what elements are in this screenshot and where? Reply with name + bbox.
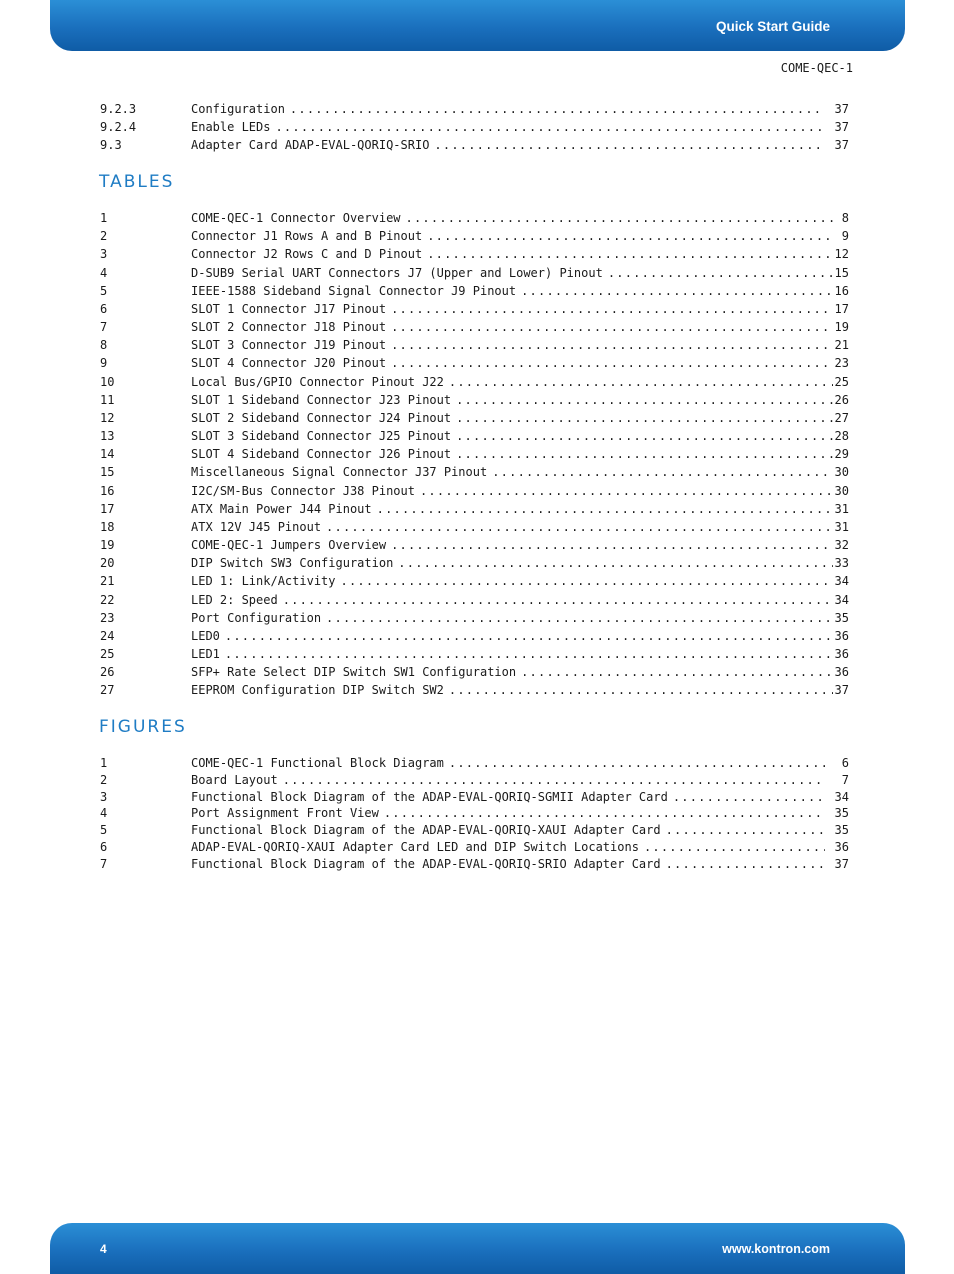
entry-line: [191, 755, 849, 771]
footer-banner: [50, 1223, 905, 1274]
entry-number: 26: [100, 665, 115, 680]
entry-title: ATX Main Power J44 Pinout: [191, 501, 372, 516]
entry-title: SLOT 3 Sideband Connector J25 Pinout: [191, 429, 452, 444]
entry-title: SLOT 1 Connector J17 Pinout: [191, 301, 387, 316]
dot-leader: [406, 210, 833, 226]
entry-line: [191, 374, 849, 390]
entry-number: 17: [100, 501, 115, 516]
entry-number: 10: [100, 374, 115, 389]
entry-title: Port Assignment Front View: [191, 806, 379, 821]
entry-line: [191, 805, 849, 821]
toc-entry[interactable]: [100, 822, 849, 838]
entry-page: 26: [834, 392, 849, 407]
toc-entry[interactable]: [100, 101, 849, 117]
entry-number: 15: [100, 465, 115, 480]
entry-title: SLOT 1 Sideband Connector J23 Pinout: [191, 392, 452, 407]
entry-line: [191, 573, 849, 589]
dot-leader: [290, 101, 825, 117]
entry-title: ADAP-EVAL-QORIQ-XAUI Adapter Card LED and DIP Switch Locations: [191, 840, 639, 855]
entry-page: 34: [834, 574, 849, 589]
toc-entry[interactable]: [100, 119, 849, 135]
entry-number: 18: [100, 519, 115, 534]
entry-page: 37: [834, 138, 849, 152]
entry-number: 14: [100, 447, 115, 462]
entry-number: 9.2.4: [100, 120, 137, 134]
entry-title: Functional Block Diagram of the ADAP-EVAL-QORIQ-SGMII Adapter Card: [191, 789, 668, 804]
tables-heading: TABLES: [99, 172, 175, 192]
entry-number: 1: [100, 756, 108, 770]
entry-line: [191, 319, 849, 335]
entry-page: 16: [834, 283, 849, 298]
dot-leader: [341, 573, 834, 589]
entry-number: 9.3: [100, 138, 122, 152]
page-number: 4: [100, 1242, 107, 1256]
entry-number: 9.2.3: [100, 102, 137, 116]
entry-page: 29: [834, 447, 849, 462]
toc-entry[interactable]: [100, 265, 849, 281]
entry-title: Connector J2 Rows C and D Pinout: [191, 247, 423, 262]
entry-number: 24: [100, 628, 115, 643]
toc-entry[interactable]: [100, 355, 849, 371]
entry-page: 35: [834, 610, 849, 625]
entry-number: 8: [100, 338, 108, 353]
toc-entry[interactable]: [100, 337, 849, 353]
entry-line: [191, 101, 849, 117]
entry-page: 37: [834, 683, 849, 698]
entry-line: [191, 283, 849, 299]
entry-page: 19: [834, 320, 849, 335]
dot-leader: [398, 555, 833, 571]
entry-page: 36: [834, 647, 849, 662]
entry-title: SLOT 4 Connector J20 Pinout: [191, 356, 387, 371]
header-banner: [50, 0, 905, 51]
entry-title: LED0: [191, 628, 220, 643]
entry-number: 7: [100, 320, 108, 335]
entry-number: 27: [100, 683, 115, 698]
entry-line: [191, 789, 849, 805]
toc-entry[interactable]: [100, 137, 849, 153]
entry-page: 31: [834, 519, 849, 534]
toc-entry[interactable]: [100, 646, 849, 662]
entry-number: 2: [100, 229, 108, 244]
entry-number: 22: [100, 592, 115, 607]
entry-title: Miscellaneous Signal Connector J37 Pinout: [191, 465, 488, 480]
entry-line: [191, 822, 849, 838]
entry-title: SLOT 2 Connector J18 Pinout: [191, 320, 387, 335]
dot-leader: [275, 119, 825, 135]
dot-leader: [225, 646, 833, 662]
dot-leader: [391, 337, 833, 353]
toc-entry[interactable]: [100, 573, 849, 589]
entry-page: 34: [834, 592, 849, 607]
entry-number: 16: [100, 483, 115, 498]
entry-page: 23: [834, 356, 849, 371]
toc-entry[interactable]: [100, 755, 849, 771]
entry-page: 25: [834, 374, 849, 389]
dot-leader: [283, 592, 833, 608]
dot-leader: [391, 355, 833, 371]
entry-number: 19: [100, 538, 115, 553]
entry-page: 35: [834, 806, 849, 821]
entry-number: 2: [100, 772, 108, 787]
entry-title: Configuration: [191, 102, 285, 116]
entry-page: 7: [841, 772, 849, 787]
entry-title: I2C/SM-Bus Connector J38 Pinout: [191, 483, 415, 498]
entry-line: [191, 210, 849, 226]
entry-line: [191, 410, 849, 426]
entry-title: Local Bus/GPIO Connector Pinout J22: [191, 374, 444, 389]
entry-line: [191, 519, 849, 535]
toc-entry[interactable]: [100, 301, 849, 317]
entry-line: [191, 246, 849, 262]
entry-title: Functional Block Diagram of the ADAP-EVAL-QORIQ-SRIO Adapter Card: [191, 856, 661, 871]
dot-leader: [456, 410, 833, 426]
toc-entry[interactable]: [100, 805, 849, 821]
entry-line: [191, 610, 849, 626]
entry-line: [191, 337, 849, 353]
toc-entry[interactable]: [100, 228, 849, 244]
dot-leader: [427, 246, 833, 262]
entry-line: [191, 137, 849, 153]
toc-entry[interactable]: [100, 501, 849, 517]
entry-title: Port Configuration: [191, 610, 322, 625]
dot-leader: [449, 755, 825, 771]
entry-line: [191, 646, 849, 662]
entry-line: [191, 119, 849, 135]
entry-line: [191, 228, 849, 244]
entry-number: 4: [100, 265, 108, 280]
toc-entry[interactable]: [100, 555, 849, 571]
toc-entry[interactable]: [100, 628, 849, 644]
entry-title: Connector J1 Rows A and B Pinout: [191, 229, 423, 244]
toc-entry[interactable]: [100, 446, 849, 462]
entry-page: 37: [834, 120, 849, 134]
entry-line: [191, 664, 849, 680]
dot-leader: [420, 483, 833, 499]
entry-title: D-SUB9 Serial UART Connectors J7 (Upper and Lower) Pinout: [191, 265, 603, 280]
dot-leader: [449, 682, 833, 698]
entry-page: 17: [834, 301, 849, 316]
dot-leader: [673, 789, 825, 805]
entry-page: 31: [834, 501, 849, 516]
entry-number: 12: [100, 410, 115, 425]
toc-entry[interactable]: [100, 839, 849, 855]
entry-line: [191, 537, 849, 553]
toc-entry[interactable]: [100, 519, 849, 535]
entry-page: 36: [834, 628, 849, 643]
entry-line: [191, 446, 849, 462]
entry-title: EEPROM Configuration DIP Switch SW2: [191, 683, 444, 698]
dot-leader: [391, 319, 833, 335]
entry-title: Adapter Card ADAP-EVAL-QORIQ-SRIO: [191, 138, 430, 152]
toc-entry[interactable]: [100, 682, 849, 698]
entry-page: 37: [834, 102, 849, 116]
entry-title: Enable LEDs: [191, 120, 271, 134]
entry-line: [191, 392, 849, 408]
entry-number: 6: [100, 840, 108, 855]
entry-number: 21: [100, 574, 115, 589]
entry-number: 3: [100, 247, 108, 262]
entry-line: [191, 555, 849, 571]
dot-leader: [434, 137, 825, 153]
entry-number: 4: [100, 806, 108, 821]
entry-page: 36: [834, 840, 849, 855]
dot-leader: [521, 283, 833, 299]
entry-page: 15: [834, 265, 849, 280]
toc-entry[interactable]: [100, 283, 849, 299]
entry-number: 23: [100, 610, 115, 625]
guide-title: Quick Start Guide: [715, 19, 830, 34]
entry-line: [191, 592, 849, 608]
toc-entry[interactable]: [100, 537, 849, 553]
entry-title: COME-QEC-1 Connector Overview: [191, 211, 401, 225]
toc-entry[interactable]: [100, 410, 849, 426]
dot-leader: [391, 537, 833, 553]
entry-page: 27: [834, 410, 849, 425]
entry-line: [191, 856, 849, 872]
entry-page: 9: [841, 229, 849, 244]
entry-title: SLOT 4 Sideband Connector J26 Pinout: [191, 447, 452, 462]
entry-line: [191, 464, 849, 480]
entry-title: ATX 12V J45 Pinout: [191, 519, 322, 534]
dot-leader: [449, 374, 833, 390]
toc-entry[interactable]: [100, 374, 849, 390]
website-link[interactable]: www.kontron.com: [722, 1242, 830, 1256]
entry-line: [191, 428, 849, 444]
entry-line: [191, 301, 849, 317]
entry-page: 30: [834, 465, 849, 480]
entry-number: 11: [100, 392, 115, 407]
dot-leader: [326, 610, 833, 626]
toc-entry[interactable]: [100, 483, 849, 499]
entry-line: [191, 628, 849, 644]
toc-entry[interactable]: [100, 789, 849, 805]
entry-title: LED1: [191, 647, 220, 662]
entry-number: 9: [100, 356, 108, 371]
entry-line: [191, 839, 849, 855]
dot-leader: [456, 392, 833, 408]
document-id: COME-QEC-1: [780, 61, 853, 75]
entry-page: 30: [834, 483, 849, 498]
entry-title: Functional Block Diagram of the ADAP-EVAL-QORIQ-XAUI Adapter Card: [191, 823, 661, 838]
entry-number: 1: [100, 211, 108, 225]
entry-title: SLOT 3 Connector J19 Pinout: [191, 338, 387, 353]
entry-line: [191, 483, 849, 499]
entry-page: 36: [834, 665, 849, 680]
entry-number: 20: [100, 556, 115, 571]
entry-page: 8: [841, 211, 849, 225]
toc-entry[interactable]: [100, 610, 849, 626]
toc-entry[interactable]: [100, 464, 849, 480]
entry-title: Board Layout: [191, 772, 278, 787]
entry-page: 21: [834, 338, 849, 353]
entry-title: LED 1: Link/Activity: [191, 574, 336, 589]
entry-number: 6: [100, 301, 108, 316]
toc-entry[interactable]: [100, 319, 849, 335]
dot-leader: [225, 628, 833, 644]
entry-number: 5: [100, 283, 108, 298]
entry-number: 3: [100, 789, 108, 804]
dot-leader: [283, 772, 825, 788]
entry-number: 7: [100, 856, 108, 871]
entry-title: COME-QEC-1 Jumpers Overview: [191, 538, 387, 553]
toc-entry[interactable]: [100, 772, 849, 788]
dot-leader: [521, 664, 833, 680]
entry-title: SLOT 2 Sideband Connector J24 Pinout: [191, 410, 452, 425]
entry-page: 12: [834, 247, 849, 262]
entry-line: [191, 355, 849, 371]
figures-heading: FIGURES: [99, 717, 187, 737]
toc-entry[interactable]: [100, 428, 849, 444]
entry-title: COME-QEC-1 Functional Block Diagram: [191, 756, 444, 770]
entry-number: 13: [100, 429, 115, 444]
toc-entry[interactable]: [100, 856, 849, 872]
toc-entry[interactable]: [100, 664, 849, 680]
toc-entry[interactable]: [100, 246, 849, 262]
entry-page: 6: [841, 756, 849, 770]
dot-leader: [456, 446, 833, 462]
entry-line: [191, 772, 849, 788]
dot-leader: [644, 839, 825, 855]
entry-page: 33: [834, 556, 849, 571]
dot-leader: [427, 228, 833, 244]
dot-leader: [666, 856, 825, 872]
dot-leader: [391, 301, 833, 317]
dot-leader: [456, 428, 833, 444]
entry-page: 37: [834, 856, 849, 871]
dot-leader: [608, 265, 833, 281]
entry-number: 5: [100, 823, 108, 838]
entry-page: 35: [834, 823, 849, 838]
entry-line: [191, 265, 849, 281]
dot-leader: [492, 464, 833, 480]
entry-line: [191, 682, 849, 698]
dot-leader: [377, 501, 833, 517]
entry-title: SFP+ Rate Select DIP Switch SW1 Configuration: [191, 665, 517, 680]
entry-page: 28: [834, 429, 849, 444]
entry-title: IEEE-1588 Sideband Signal Connector J9 Pinout: [191, 283, 517, 298]
entry-title: LED 2: Speed: [191, 592, 278, 607]
toc-entry[interactable]: [100, 592, 849, 608]
toc-entry[interactable]: [100, 392, 849, 408]
entry-page: 34: [834, 789, 849, 804]
entry-title: DIP Switch SW3 Configuration: [191, 556, 394, 571]
dot-leader: [666, 822, 825, 838]
dot-leader: [384, 805, 825, 821]
toc-entry[interactable]: [100, 210, 849, 226]
entry-number: 25: [100, 647, 115, 662]
dot-leader: [326, 519, 833, 535]
entry-page: 32: [834, 538, 849, 553]
entry-line: [191, 501, 849, 517]
